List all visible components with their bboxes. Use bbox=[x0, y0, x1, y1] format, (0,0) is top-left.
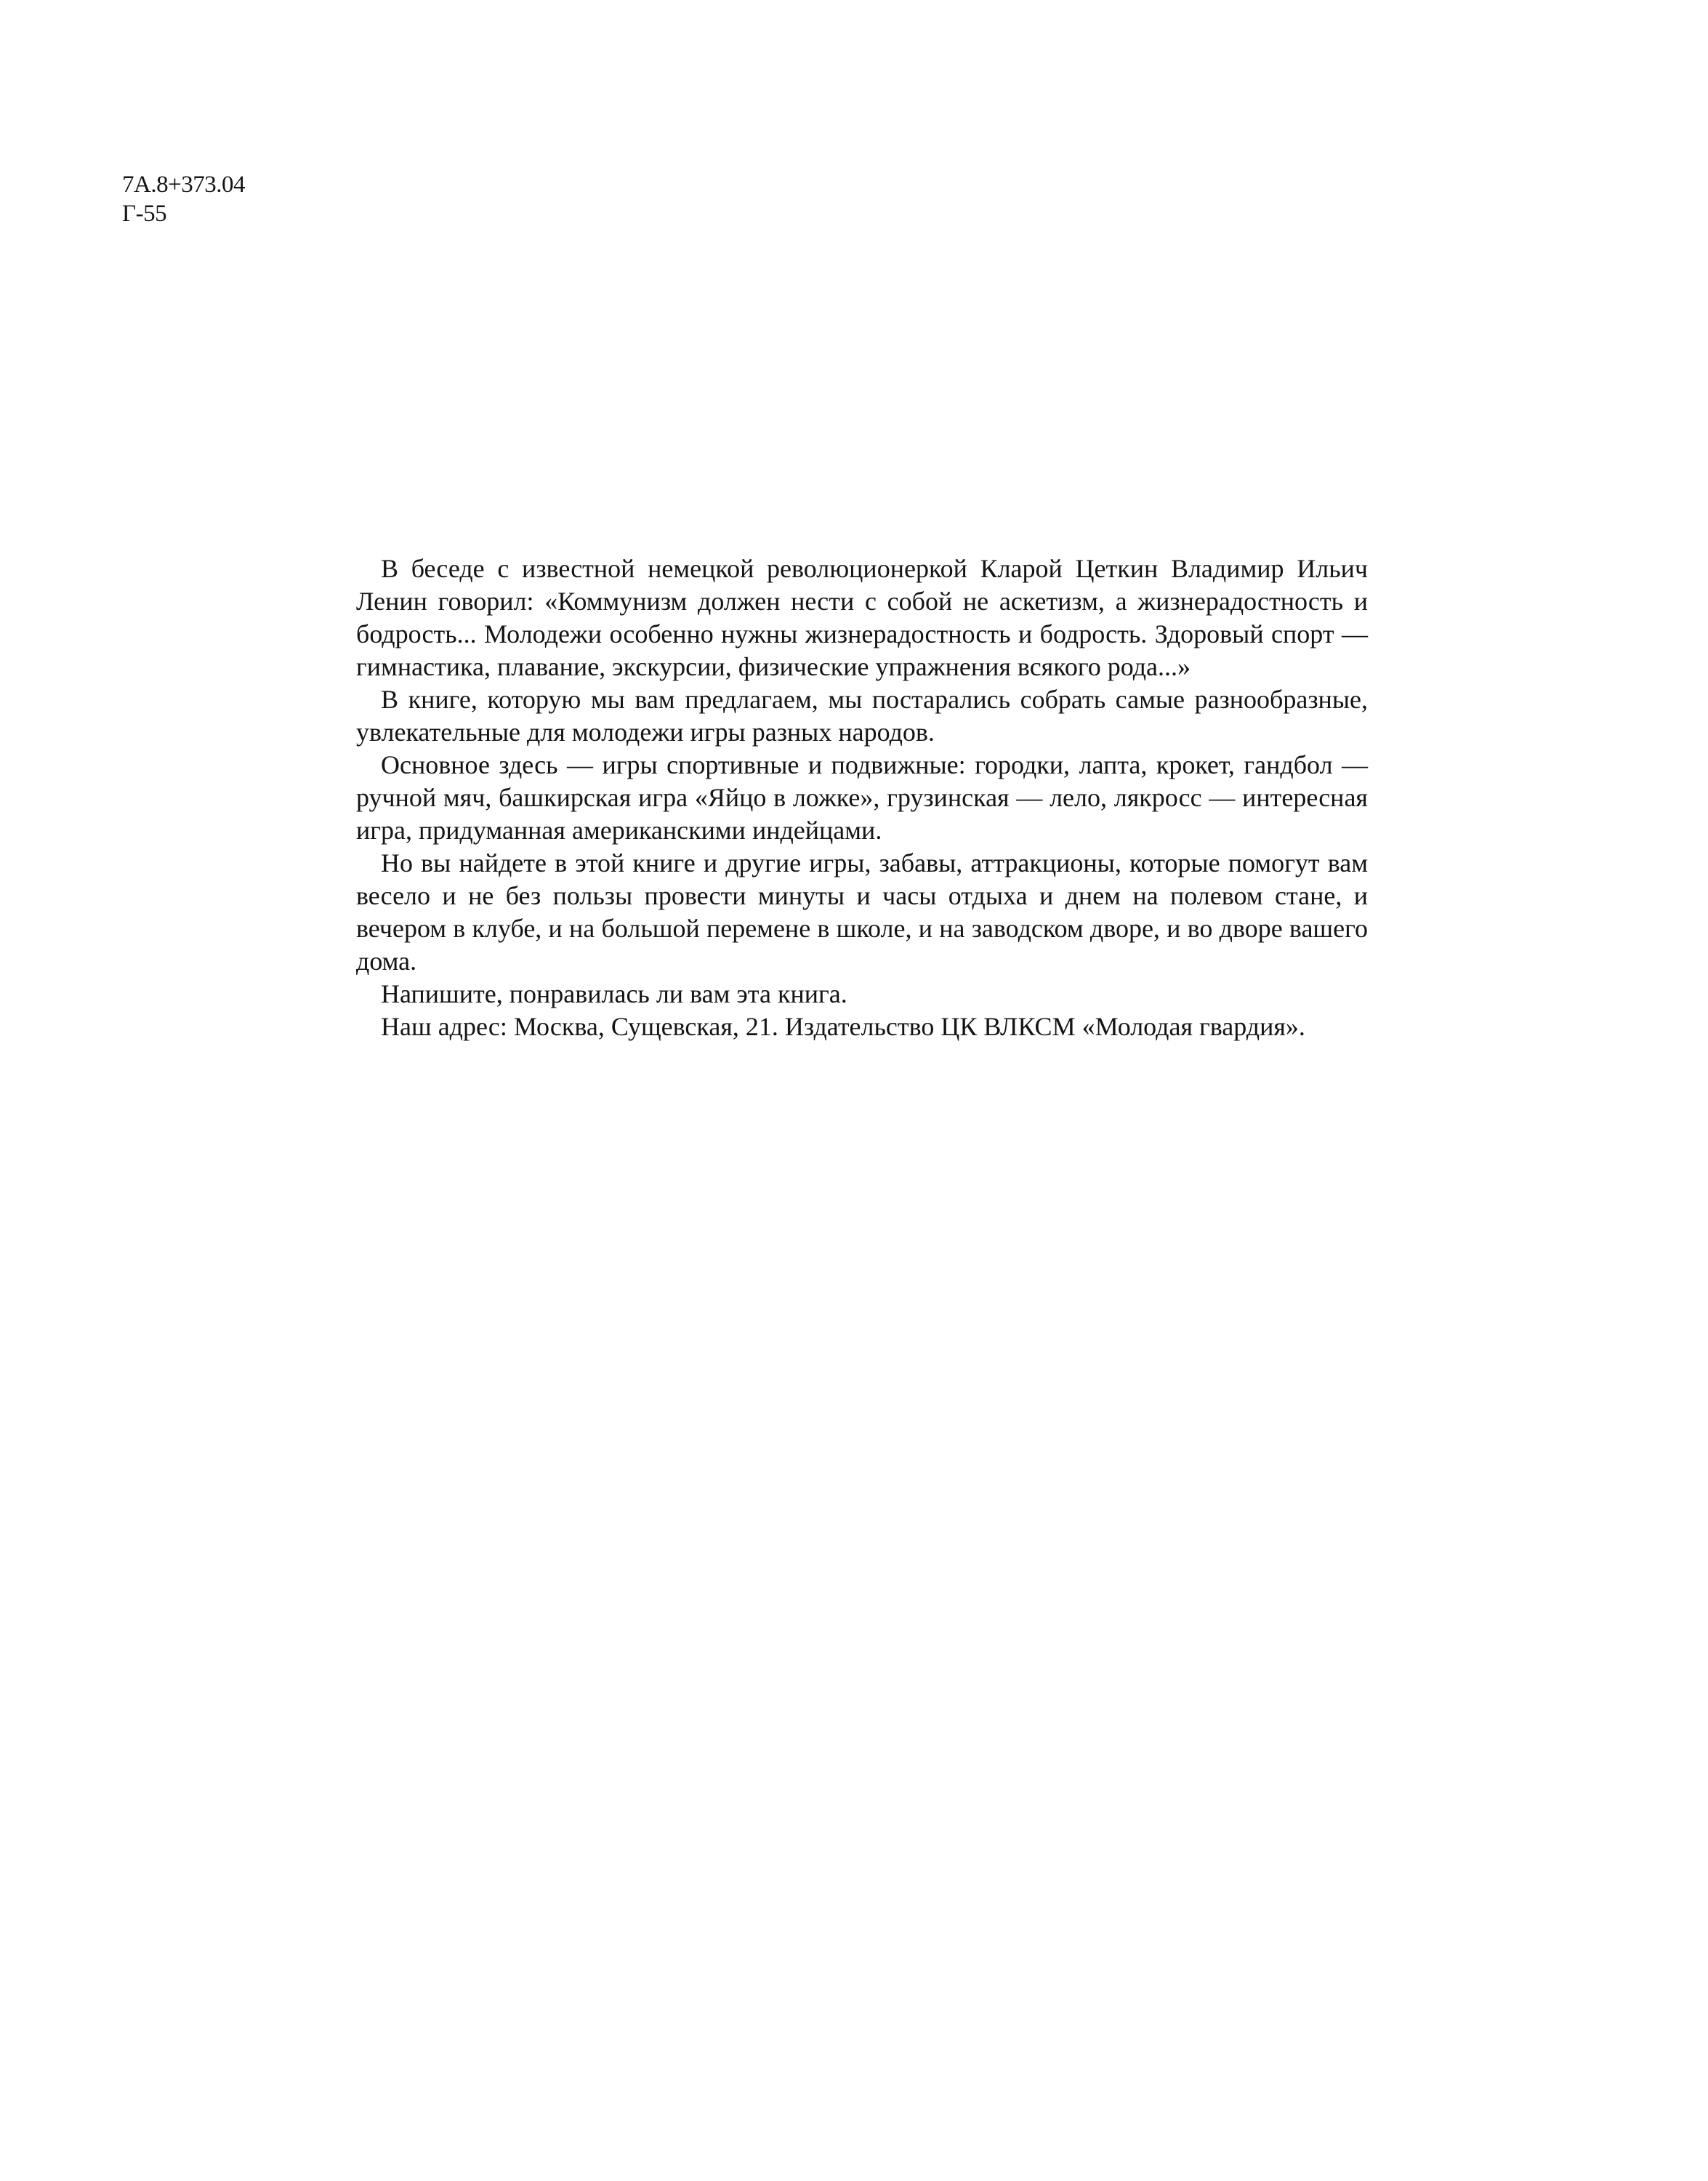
catalog-code bbox=[122, 170, 245, 228]
preface-text bbox=[356, 553, 1368, 1043]
paragraph-book-intro: В книге, которую мы вам предлагаем, мы постарались собрать самые разнообразные, увлекательные для молодежи игры разных народов. bbox=[356, 685, 1368, 747]
paragraph-feedback-request: Напишите, понравилась ли вам эта книга. bbox=[381, 979, 847, 1008]
paragraph-publisher-address: Наш адрес: Москва, Сущевская, 21. Издательство ЦК ВЛКСМ «Молодая гвардия». bbox=[381, 1012, 1305, 1041]
paragraph-other-games: Но вы найдете в этой книге и другие игры, забавы, аттракционы, которые помогут вам весело и не без пользы провести минуты и часы отдыха и днем на полевом стане, и вечером в клубе, и на большой перемене в школе, и на заводском дворе, и во дворе вашего дома. bbox=[356, 848, 1368, 976]
paragraph-lenin-quote: В беседе с известной немецкой революционеркой Кларой Цеткин Владимир Ильич Ленин говорил: «Коммунизм должен нести с собой не аскетизм, а жизнерадостность и бодрость... Молодежи особенно нужны жизнерадостность и бодрость. Здоровый спорт — гимнастика, плавание, экскурсии, физические упражнения всякого рода...» bbox=[356, 554, 1368, 681]
paragraph-main-games: Основное здесь — игры спортивные и подвижные: городки, лапта, крокет, гандбол — ручной мяч, башкирская игра «Яйцо в ложке», грузинская — лело, лякросс — интересная игра, придуманная американскими индейцами. bbox=[356, 750, 1368, 845]
author-mark: Г-55 bbox=[122, 201, 167, 227]
catalog-index: 7А.8+373.04 bbox=[122, 172, 245, 198]
